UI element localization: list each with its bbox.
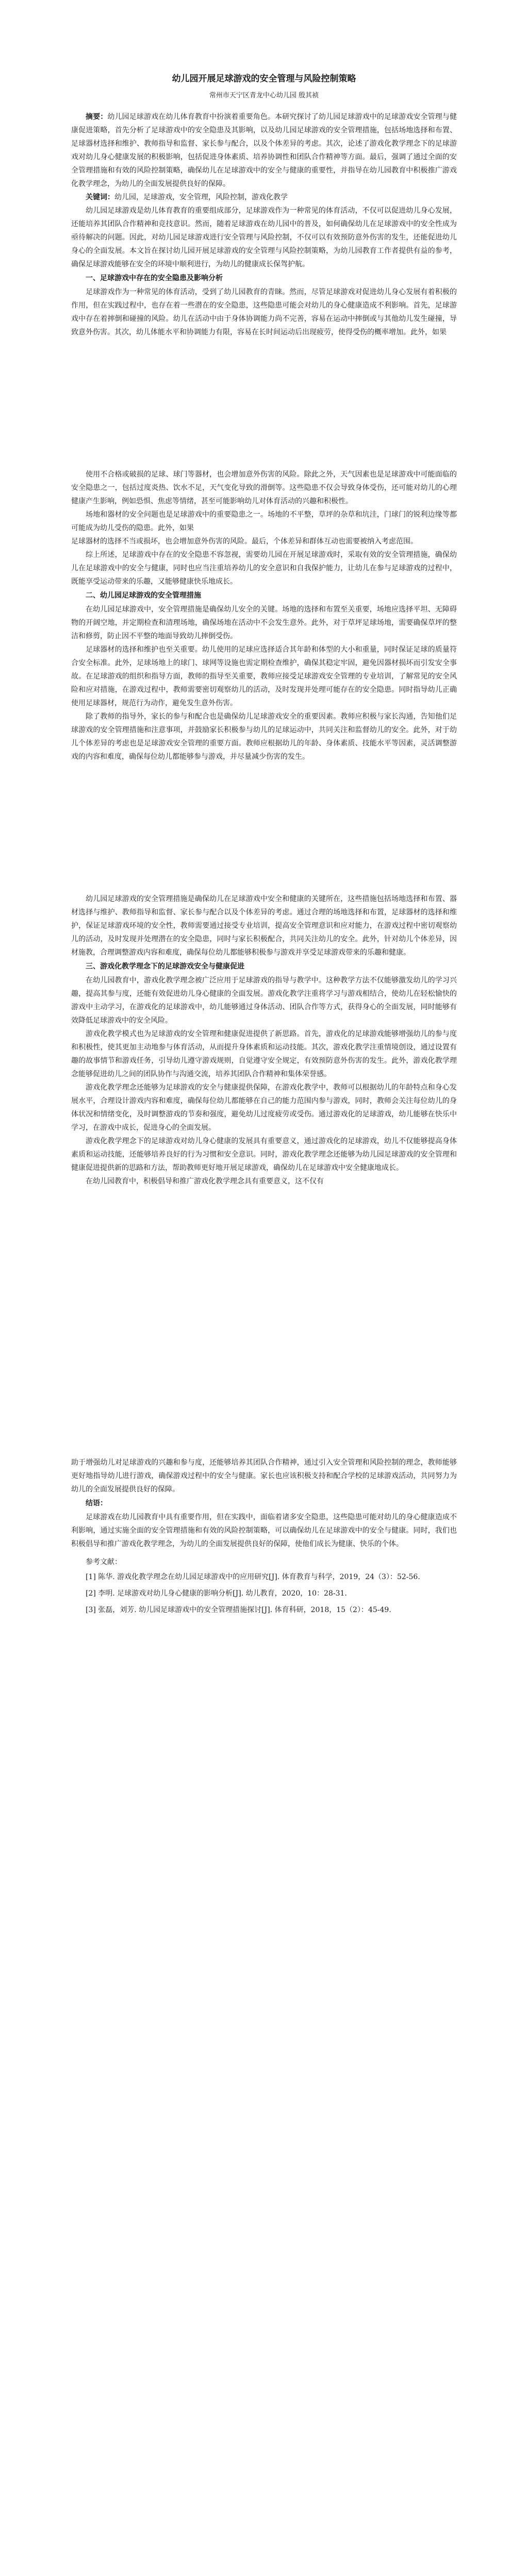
paper-page xyxy=(71,72,457,1620)
section-1-paragraph-1: 足球游戏作为一种常见的体育活动，受到了幼儿园教育的青睐。然而，尽管足球游戏对促进幼儿身心发展有着积极的作用，但在实践过程中，也存在着一些潜在的安全隐患，这些隐患可能会对幼儿的身心健康造成不利影响。首先，足球游戏中存在着摔倒和碰撞的风险。幼儿在活动中由于身体协调能力尚不完善，容易在运动中摔倒或与其他幼儿发生碰撞，导致意外伤害。其次，幼儿体能水平和协调能力有限，容易在长时间运动后出现疲劳，使得受伤的概率增加。此外，如果 xyxy=(71,288,457,336)
reference-item-2: [2] 李明. 足球游戏对幼儿身心健康的影响分析[J]. 幼儿教育，2020，10：28-31. xyxy=(86,1589,347,1598)
keywords-label: 关键词： xyxy=(86,193,114,201)
section-1-heading: 一、足球游戏中存在的安全隐患及影响分析 xyxy=(86,274,223,282)
section-2-paragraph-4: 幼儿园足球游戏的安全管理措施是确保幼儿在足球游戏中安全和健康的关键所在，这些措施包括场地选择和布置、器材选择与维护、教师指导和监督、家长参与配合以及个体差异的考虑。通过合理的场地选择和布置，足球器材的选择和维护，保证足球游戏环境的安全性，教师需要通过接受专业培训，提高安全管理意识和应对能力，在游戏过程中密切观察幼儿的活动，及时发现并处理潜在的安全隐患，同时与家长积极配合，共同关注幼儿的安全。此外，针对幼儿个体差异，因材施教，合理调整游戏内容和难度，确保每位幼儿都能够积极参与游戏并享受足球游戏带来的乐趣和健康。 xyxy=(71,895,457,957)
section-2-paragraph-3: 除了教师的指导外，家长的参与和配合也是确保幼儿足球游戏安全的重要因素。教师应积极与家长沟通，告知他们足球游戏的安全管理措施和注意事项，并鼓励家长积极参与幼儿的足球运动中，共同关注和监督幼儿的安全。此外，对于幼儿个体差异的考虑也是足球游戏安全管理的重要方面。教师应根据幼儿的年龄、身体素质、技能水平等因素，灵活调整游戏的内容和难度，确保每位幼儿都能够参与游戏，并尽量减少伤害的发生。 xyxy=(71,713,457,761)
section-3-paragraph-3: 游戏化教学理念还能够为足球游戏的安全与健康提供保障，在游戏化教学中，教师可以根据幼儿的年龄特点和身心发展水平，合理设计游戏内容和难度，确保每位幼儿都能够在自己的能力范围内参与游戏，同时，教师会关注每位幼儿的身体状况和情绪变化，及时调整游戏的节奏和强度，避免幼儿过度疲劳或受伤。通过游戏化的足球游戏，幼儿能够在快乐中学习，在游戏中成长，促进身心的全面发展。 xyxy=(71,1083,457,1132)
section-1-paragraph-3: 场地和器材的安全问题也是足球游戏中的重要隐患之一。场地的不平整，草坪的杂草和坑洼，门球门的锐利边缘等都可能成为幼儿受伤的隐患。此外，如果 xyxy=(71,511,457,532)
section-3-paragraph-2: 游戏化教学模式也为足球游戏的安全管理和健康促进提供了新思路。首先，游戏化的足球游戏能够增强幼儿的参与度和积极性，使其更加主动地参与体育活动，从而提升身体素质和运动技能。其次，游戏化教学注重情境创设，通过设置有趣的故事情节和游戏任务，引导幼儿遵守游戏规则，自觉遵守安全规定，有效预防意外伤害的发生。此外，游戏化教学理念能够促进幼儿之间的团队协作与沟通交流，培养其团队合作精神和集体荣誉感。 xyxy=(71,1030,457,1078)
abstract-paragraph xyxy=(71,110,457,191)
conclusion-heading: 结语： xyxy=(86,1499,107,1507)
section-2-paragraph-1: 在幼儿园足球游戏中，安全管理措施是确保幼儿安全的关键。场地的选择和布置至关重要，场地应选择平坦、无障碍物的开阔空地，并定期检查和清理场地，确保场地在活动中不会发生意外。此外，对于草坪足球场地，需要确保草坪的整洁和修剪，防止因不平整的地面导致幼儿摔倒受伤。 xyxy=(71,605,457,640)
section-3-paragraph-4: 游戏化教学理念下的足球游戏对幼儿身心健康的发展具有重要意义，通过游戏化的足球游戏，幼儿不仅能够提高身体素质和运动技能，还能够培养良好的行为习惯和安全意识。同时，游戏化教学理念还能够为幼儿园足球游戏的安全管理和健康促进提供新的思路和方法，帮助教师更好地开展足球游戏，确保幼儿在足球游戏中安全健康地成长。 xyxy=(71,1137,457,1172)
conclusion-paragraph: 足球游戏在幼儿园教育中具有重要作用，但在实践中，面临着诸多安全隐患，这些隐患可能对幼儿的身心健康造成不利影响，通过实施全面的安全管理措施和有效的风险控制策略，可以确保幼儿在足球游戏中的安全与健康。同时，我们也积极倡导和推广游戏化教学理念，为幼儿的全面发展提供良好的保障，使他们成长为健康、快乐的个体。 xyxy=(71,1513,457,1548)
author-affiliation: 常州市天宁区青龙中心幼儿园 殷其祯 xyxy=(209,92,319,99)
abstract-text: 幼儿园足球游戏在幼儿体育教育中扮演着重要角色。本研究探讨了幼儿园足球游戏中的足球游戏安全管理与健康促进策略，首先分析了足球游戏中的安全隐患及其影响，以及幼儿园足球游戏的安全管理措施，包括场地选择和布置、足球器材选择和维护、教师指导和监督、家长参与配合，以及个体差异的考虑。其次，论述了游戏化教学理念下的足球游戏对幼儿身心健康发展的积极影响，包括促进身体素质、培养协调性和团队合作精神等方面。最后，强调了通过全面的安全管理措施和有效的风险控制策略，确保幼儿在足球游戏中的安全与健康的重要性，并指导在幼儿园教育中积极推广游戏化教学理念，为幼儿的全面发展提供良好的保障。 xyxy=(71,113,457,188)
section-2-paragraph-2: 足球器材的选择和维护也至关重要。幼儿使用的足球应选择适合其年龄和体型的大小和重量，同时保证足球的质量符合安全标准。此外，足球场地上的球门、球网等设施也需定期检查维护，确保其稳定牢固，避免因器材损坏而引发安全事故。在足球游戏的组织和指导方面，教师的指导至关重要，教师应接受足球游戏安全管理的专业培训，了解常见的安全风险和应对措施，在游戏过程中，教师需要密切观察幼儿的活动，及时发现并处理可能存在的安全隐患。同时指导幼儿正确使用足球器材，规范行为动作，避免发生意外伤害。 xyxy=(71,646,457,707)
references-heading: 参考文献： xyxy=(86,1558,122,1566)
section-3-paragraph-1: 在幼儿园教育中，游戏化教学理念被广泛应用于足球游戏的指导与教学中。这种教学方法不仅能够激发幼儿的学习兴趣，提高其参与度，还能有效促进幼儿身心健康的全面发展。游戏化教学注重将学习与游戏相结合，使幼儿在轻松愉快的游戏中主动学习，在游戏化的足球游戏中，幼儿能够通过身体活动、团队合作等方式，获得身心的全面发展，同时能够有效降低足球游戏中的安全风险。 xyxy=(71,976,457,1025)
section-1-paragraph-2: 使用不合格或破损的足球、球门等器材，也会增加意外伤害的风险。除此之外，天气因素也是足球游戏中可能面临的安全隐患之一，包括过度炎热、饮水不足，天气变化导致的滑倒等。这些隐患不仅会导致身体受伤，还可能对幼儿的心理健康产生影响，例如恐惧、焦虑等情绪，甚至可能影响幼儿对体育活动的兴趣和积极性。 xyxy=(71,470,457,505)
intro-paragraph: 幼儿园足球游戏是幼儿体育教育的重要组成部分，足球游戏作为一种常见的体育活动，不仅可以促进幼儿身心发展，还能培养其团队合作精神和竞技意识。然而，随着足球游戏在幼儿园中的普及，如何确保幼儿在足球游戏中的安全性成为亟待解决的问题。因此，对幼儿园足球游戏进行安全管理与风险控制，不仅可以有效预防意外伤害的发生，还能促进幼儿身心的全面发展。本文旨在探讨幼儿园开展足球游戏的安全管理与风险控制策略，为幼儿园教育工作者提供有益的参考，确保足球游戏能够在安全的环境中顺利进行，为幼儿的健康成长保驾护航。 xyxy=(71,207,457,268)
paper-title: 幼儿园开展足球游戏的安全管理与风险控制策略 xyxy=(172,74,356,84)
section-1-paragraph-4: 足球器材的选择不当或损坏，也会增加意外伤害的风险。最后，个体差异和群体互动也需要被纳入考虑范围。 xyxy=(71,537,418,546)
reference-item-1: [1] 陈华. 游戏化教学理念在幼儿园足球游戏中的应用研究[J]. 体育教育与科学，2019，24（3）：52-56. xyxy=(86,1573,420,1581)
keywords-paragraph xyxy=(71,191,457,204)
page-break-space xyxy=(71,1188,457,1456)
section-3-paragraph-6: 助于增强幼儿对足球游戏的兴趣和参与度，还能够培养其团队合作精神，通过引入安全管理和风险控制的理念，教师能够更好地指导幼儿进行游戏，确保游戏过程中的安全与健康。家长也应该积极支持和配合学校的足球游戏活动，共同努力为幼儿的全面发展提供良好的保障。 xyxy=(71,1459,457,1494)
page-break-space xyxy=(71,764,457,892)
section-2-heading: 二、幼儿园足球游戏的安全管理措施 xyxy=(86,591,201,600)
section-3-paragraph-5: 在幼儿园教育中，积极倡导和推广游戏化教学理念具有重要意义，这不仅有 xyxy=(86,1177,324,1185)
abstract-label: 摘要： xyxy=(86,113,108,121)
reference-item-3: [3] 张磊，刘芳. 幼儿园足球游戏中的安全管理措施探讨[J]. 体育科研，2018，15（2）：45-49. xyxy=(86,1606,391,1614)
section-1-paragraph-5: 综上所述，足球游戏中存在的安全隐患不容忽视，需要幼儿园在开展足球游戏时，采取有效的安全管理措施，确保幼儿在足球游戏中的安全与健康，同时也应当注重培养幼儿的安全意识和自我保护能力，让幼儿在参与足球游戏的过程中，既能享受运动带来的乐趣，又能够健康快乐地成长。 xyxy=(71,551,457,586)
keywords-text: 幼儿园，足球游戏，安全管理，风险控制，游戏化教学 xyxy=(114,193,288,201)
section-3-heading: 三、游戏化教学理念下的足球游戏安全与健康促进 xyxy=(86,962,244,971)
page-break-space xyxy=(71,339,457,468)
